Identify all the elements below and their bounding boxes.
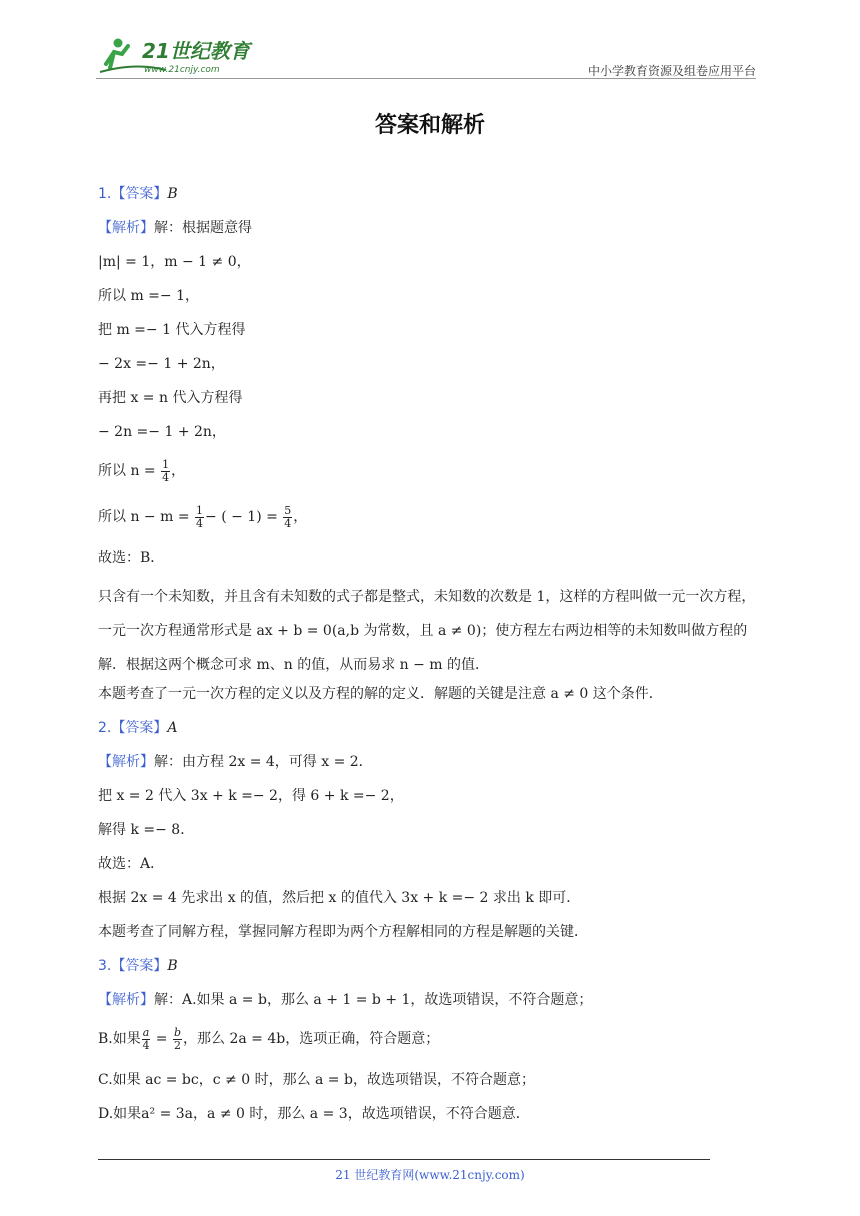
q3-answer-line bbox=[98, 954, 764, 988]
fraction-numerator: 5 bbox=[284, 503, 292, 517]
fraction bbox=[161, 459, 170, 484]
page-title: 答案和解析 bbox=[374, 113, 485, 138]
q1-summary: 本题考查了一元一次方程的定义以及方程的解的定义．解题的关键是注意 a ≠ 0 这个条件． bbox=[98, 686, 663, 702]
q3-answer: B bbox=[167, 958, 178, 974]
fraction-numerator: 1 bbox=[162, 457, 170, 471]
q1-step-2: 所以 m =− 1， bbox=[98, 288, 199, 304]
fraction-denominator: 4 bbox=[196, 516, 204, 530]
q1-step-7-text: 所以 n = bbox=[98, 463, 161, 479]
q1-choice: 故选：B． bbox=[98, 550, 165, 566]
q3-option-b bbox=[98, 1022, 764, 1068]
fraction-denominator: 4 bbox=[284, 516, 292, 530]
q1-analysis-line bbox=[98, 216, 764, 250]
q1-step-4: − 2x =− 1 + 2n， bbox=[98, 356, 225, 372]
fraction bbox=[142, 1027, 151, 1052]
q1-step-8 bbox=[98, 500, 764, 546]
q3-option-c: C.如果 ac = bc，c ≠ 0 时，那么 a = b，故选项错误，不符合题意； bbox=[98, 1072, 535, 1088]
q3-option-b-eq: = bbox=[151, 1031, 172, 1047]
answer-content bbox=[98, 182, 764, 1136]
logo-url-text: www.21cnjy.com bbox=[144, 65, 220, 75]
fraction-numerator: b bbox=[173, 1025, 181, 1039]
fraction-denominator: 2 bbox=[173, 1038, 181, 1052]
q1-step-8-text: 所以 n − m = bbox=[98, 509, 195, 525]
page-header bbox=[0, 0, 860, 80]
q2-analysis-line bbox=[98, 750, 764, 784]
q1-label: 1.【答案】 bbox=[98, 186, 168, 202]
platform-name: 中小学教育资源及组卷应用平台 bbox=[587, 64, 756, 78]
q1-answer: B bbox=[167, 186, 178, 202]
q2-step-3: 解得 k =− 8． bbox=[98, 822, 195, 838]
q2-step-1: 解：由方程 2x = 4，可得 x = 2． bbox=[154, 754, 373, 770]
q1-step-7 bbox=[98, 454, 764, 500]
q3-analysis-label: 【解析】 bbox=[98, 992, 154, 1008]
fraction-denominator: 4 bbox=[162, 470, 170, 484]
site-logo bbox=[96, 34, 256, 76]
q1-step-3: 把 m =− 1 代入方程得 bbox=[98, 322, 246, 338]
q2-summary: 本题考查了同解方程，掌握同解方程即为两个方程解相同的方程是解题的关键． bbox=[98, 924, 588, 940]
q2-analysis-label: 【解析】 bbox=[98, 754, 154, 770]
q3-analysis-line bbox=[98, 988, 764, 1022]
fraction-numerator: 1 bbox=[196, 503, 204, 517]
q2-answer-line bbox=[98, 716, 764, 750]
q1-answer-line bbox=[98, 182, 764, 216]
q3-label: 3.【答案】 bbox=[98, 958, 168, 974]
q3-option-a: 解：A.如果 a = b，那么 a + 1 = b + 1，故选项错误，不符合题意； bbox=[154, 992, 593, 1008]
svg-text:21世纪教育: 21世纪教育 bbox=[142, 39, 250, 63]
q3-option-b-text: B.如果 bbox=[98, 1031, 141, 1047]
q1-explanation: 只含有一个未知数，并且含有未知数的式子都是整式，未知数的次数是 1，这样的方程叫做一元一次方程，一元一次方程通常形式是 ax + b = 0(a,b 为常数，且 a ≠ 0)；使方程左右两边相等的未知数叫做方程的解．根据这两个概念可求 m、n 的值，从而易求 n − m 的值． bbox=[98, 589, 756, 673]
q2-explanation: 根据 2x = 4 先求出 x 的值，然后把 x 的值代入 3x + k =− 2 求出 k 即可． bbox=[98, 890, 581, 906]
fraction-denominator: 4 bbox=[142, 1038, 150, 1052]
q2-answer: A bbox=[167, 720, 178, 736]
q3-option-d: D.如果a² = 3a，a ≠ 0 时，那么 a = 3，故选项错误，不符合题意． bbox=[98, 1106, 530, 1122]
q1-analysis-label: 【解析】 bbox=[98, 220, 154, 236]
q2-step-2: 把 x = 2 代入 3x + k =− 2，得 6 + k =− 2， bbox=[98, 788, 404, 804]
q2-choice: 故选：A． bbox=[98, 856, 165, 872]
q3-option-b-end: ，那么 2a = 4b，选项正确，符合题意； bbox=[183, 1031, 440, 1047]
fraction bbox=[173, 1027, 182, 1052]
q1-step-5: 再把 x = n 代入方程得 bbox=[98, 390, 243, 406]
page-footer: 21 世纪教育网(www.21cnjy.com) bbox=[335, 1168, 525, 1182]
q2-label: 2.【答案】 bbox=[98, 720, 168, 736]
fraction bbox=[283, 505, 292, 530]
q1-step-6: − 2n =− 1 + 2n， bbox=[98, 424, 226, 440]
q1-intro: 解：根据题意得 bbox=[154, 220, 252, 236]
footer-divider bbox=[98, 1159, 710, 1160]
q1-step-8-end: ， bbox=[293, 509, 308, 525]
fraction bbox=[195, 505, 204, 530]
q1-step-8-mid: − ( − 1) = bbox=[205, 509, 283, 525]
q1-step-1: |m| = 1，m − 1 ≠ 0， bbox=[98, 254, 251, 270]
q1-step-7-end: ， bbox=[171, 463, 186, 479]
fraction-numerator: a bbox=[142, 1025, 150, 1039]
header-divider bbox=[96, 78, 756, 79]
